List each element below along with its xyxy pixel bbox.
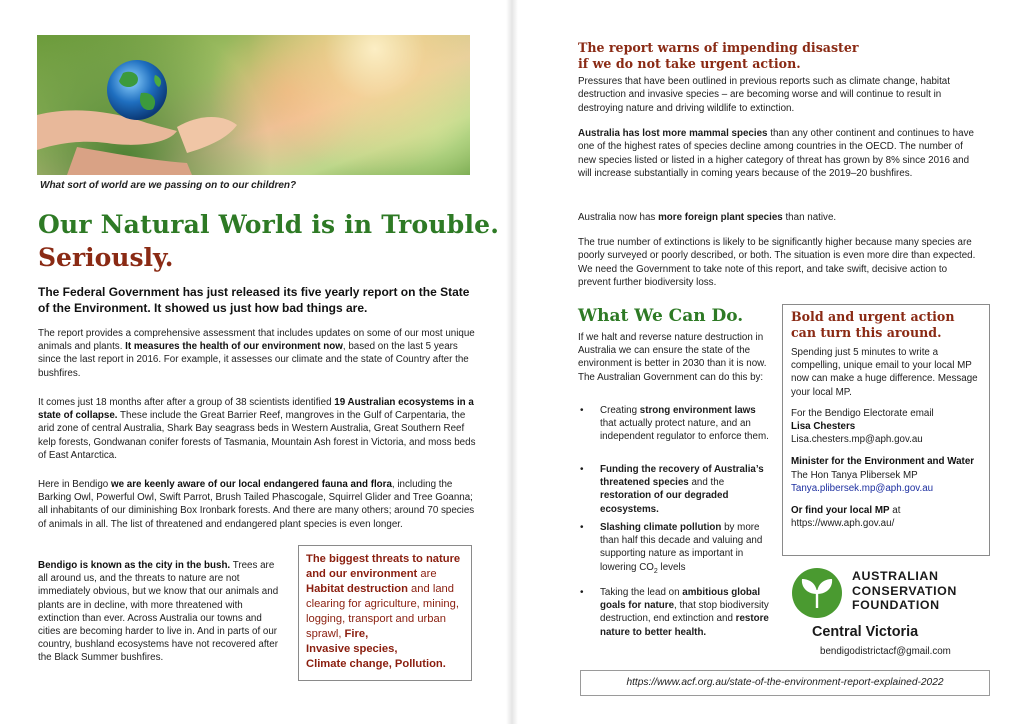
mp-email[interactable]: Lisa.chesters.mp@aph.gov.au: [791, 434, 923, 446]
action-callout: [782, 304, 990, 556]
action-list: [578, 521, 774, 578]
globe-hands-illustration: [37, 35, 470, 175]
page-subtitle: Seriously.: [38, 243, 174, 272]
action-list: [578, 463, 774, 516]
warning-heading: The report warns of impending disaster if we do not take urgent action.: [578, 40, 859, 71]
what-we-can-do-heading: What We Can Do.: [578, 306, 744, 326]
report-url[interactable]: https://www.acf.org.au/state-of-the-environment-report-explained-2022: [580, 670, 990, 696]
report-paragraph: The report provides a comprehensive assessment that includes updates on some of our most unique animals and plants. It measures the health of our environment now, based on the last 5 years since the last report in 2016. For example, it assesses our climate and the state of Country after the bushfires.: [38, 328, 475, 379]
minister-email-link[interactable]: Tanya.plibersek.mp@aph.gov.au: [791, 482, 934, 494]
list-item: • Creating strong environment laws that actually protect nature, and an independent regulator to enforce them.: [580, 405, 769, 443]
acf-name: AUSTRALIAN CONSERVATION FOUNDATION: [852, 569, 957, 613]
page-title: Our Natural World is in Trouble.: [38, 210, 500, 239]
hands-earth-image: [37, 35, 470, 175]
extinctions-paragraph: The true number of extinctions is likely to be significantly higher because many species are poorly surveyed or poorly described, or both. The situation is even more dire than expected. We need the Government to take note of this report, and take swift, decisive action to prevent further biodiversity loss.: [578, 237, 976, 288]
electorate-contact: For the Bendigo Electorate email Lisa Chesters Lisa.chesters.mp@aph.gov.au: [791, 407, 981, 447]
acf-email[interactable]: bendigodistrictacf@gmail.com: [820, 646, 951, 657]
action-list: [578, 404, 774, 444]
find-mp: Or find your local MP at https://www.aph.gov.au/: [791, 504, 981, 530]
list-item: • Funding the recovery of Australia’s threatened species and the restoration of our degraded ecosystems.: [580, 464, 764, 515]
list-item: • Slashing climate pollution by more than half this decade and valuing and supporting nature as important in lowering $CO_2$ levels: [580, 522, 763, 575]
action-list: [578, 586, 774, 639]
callout-title: Bold and urgent action can turn this around.: [791, 309, 955, 340]
aph-link[interactable]: https://www.aph.gov.au/: [791, 518, 895, 530]
callout-body: Spending just 5 minutes to write a compelling, unique email to your local MP now can make a huge difference. Message your local MP.: [791, 347, 978, 398]
can-do-intro: If we halt and reverse nature destruction in Australia we can ensure the state of the environment is better in 2030 than it is now. The Australian Government can do this by:: [578, 332, 767, 383]
foreign-plants-paragraph: Australia now has more foreign plant species than native.: [578, 212, 837, 223]
image-caption: What sort of world are we passing on to our children?: [40, 180, 297, 191]
acf-logo-icon: [792, 568, 842, 618]
ecosystems-paragraph: It comes just 18 months after after a group of 38 scientists identified 19 Australian ecosystems in a state of collapse. These include the Great Barrier Reef, mangroves in the Gulf of Carpentaria, the arid zone of central Australia, Shark Bay seagrass beds in Western Australia, Great Southern Reef kelp forests, Gondwanan conifer forests of Tasmania, Mountain Ash forest in Victoria, and moss beds of East Antarctica.: [38, 397, 476, 461]
minister-contact: Minister for the Environment and Water The Hon Tanya Plibersek MP Tanya.plibersek.mp@aph.gov.au: [791, 455, 981, 495]
list-item: • Taking the lead on ambitious global goals for nature, that stop biodiversity destruction, end extinction and restore nature to better health.: [580, 587, 769, 638]
mammal-species-paragraph: Australia has lost more mammal species than any other continent and continues to have one of the highest rates of species decline among countries in the OECD. The number of new species listed or listed in a higher category of threat has grown by 8% since 2016 and will increase substantially in coming years because of the 2019–20 bushfires.: [578, 128, 974, 179]
threats-callout: The biggest threats to nature and our environment are Habitat destruction and land clearing for agriculture, mining, logging, transport and urban sprawl, Fire, Invasive species, Climate change, Pollution.: [298, 545, 472, 681]
bendigo-fauna-paragraph: Here in Bendigo we are keenly aware of our local endangered fauna and flora, including the Barking Owl, Powerful Owl, Swift Parrot, Brush Tailed Phascogale, Squirrel Glider and Tree Goanna; all inhabitants of our diminishing Box Ironbark forests. And there are many others; around 70 species of animals in all. The list of threatened and endangered plant species is even longer.: [38, 479, 475, 530]
pressures-paragraph: Pressures that have been outlined in previous reports such as climate change, habitat destruction and invasive species – are becoming worse and will continue to result in destroying nature and driving wildlife to extinction.: [578, 76, 950, 114]
lead-paragraph: The Federal Government has just released its five yearly report on the State of the Environment. It showed us just how bad things are.: [38, 285, 470, 315]
acf-region: Central Victoria: [812, 624, 919, 640]
city-in-bush-paragraph: Bendigo is known as the city in the bush. Trees are all around us, and the threats to nature are not immediately obvious, but we know that our animals and plants are in decline, with more threatened with extinction than ever. Across Australia our towns and cities are becoming harder to live in. And in parts of our country, bushland ecosystems have not recovered after the Black Summer bushfires.: [38, 560, 279, 664]
